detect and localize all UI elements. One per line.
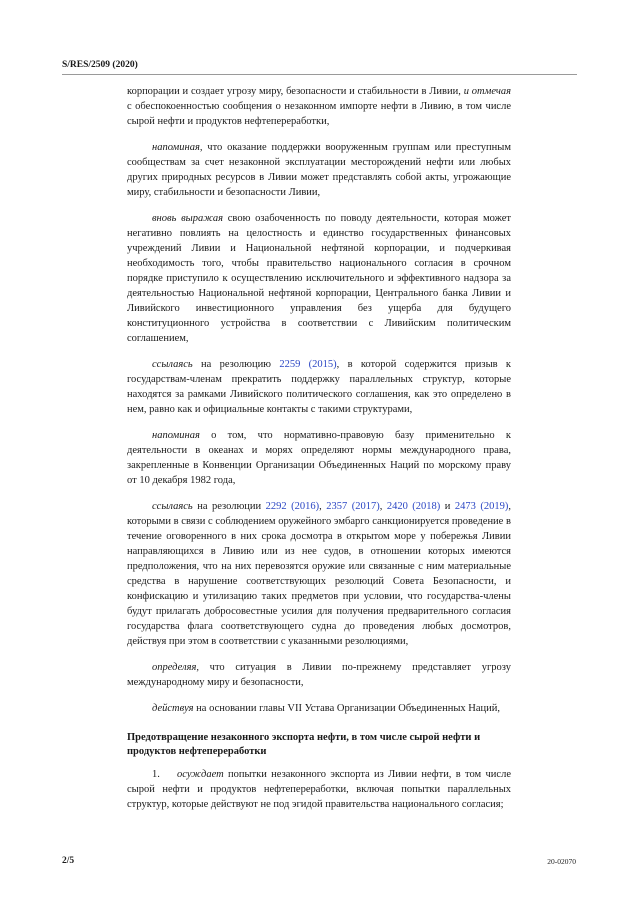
text: корпорации и создает угрозу миру, безопасности и стабильности в Ливии, xyxy=(127,86,464,97)
preamble-paragraph xyxy=(127,140,511,200)
separator: и xyxy=(440,501,455,512)
preamble-paragraph xyxy=(127,499,511,649)
text: свою озабоченность по поводу деятельности, которая может негативно повлиять на целостность и единство государственных финансовых учреждений Ливии и Национальной нефтяной корпорации, и подчеркивая необходимость того, чтобы правительство национального согласия в срочном порядке приступило к осуществлению исключительного и эффективного надзора за деятельностью Национальной нефтяной корпорации, Центрального банка Ливии и Ливийского инвестиционного управления без ущерба для будущего конституционного устройства в соответствии с Ливийским политическим соглашением, xyxy=(127,213,512,344)
header-divider xyxy=(62,74,577,75)
italic-phrase: ссылаясь xyxy=(152,501,193,512)
resolution-link[interactable]: 2420 (2018) xyxy=(386,501,441,512)
italic-phrase: ссылаясь xyxy=(152,359,193,370)
italic-phrase: напоминая xyxy=(152,430,200,441)
document-body xyxy=(127,84,511,823)
resolution-link[interactable]: 2259 (2015) xyxy=(279,359,337,370)
italic-phrase: действуя xyxy=(152,703,194,714)
italic-phrase: вновь выражая xyxy=(152,213,224,224)
page-number: 2/5 xyxy=(62,856,75,866)
section-heading: Предотвращение незаконного экспорта нефти, в том числе сырой нефти и продуктов нефтепереработки xyxy=(127,732,481,757)
preamble-paragraph xyxy=(127,357,511,417)
italic-phrase: напоминая, xyxy=(152,142,203,153)
text: на резолюции xyxy=(192,501,266,512)
italic-phrase: и отмечая xyxy=(463,86,512,97)
preamble-paragraph xyxy=(127,701,511,716)
document-number: 20-02070 xyxy=(547,857,576,866)
preamble-paragraph xyxy=(127,428,511,488)
operative-paragraph xyxy=(127,767,511,812)
text: попытки незаконного экспорта из Ливии нефти, в том числе сырой нефти и продуктов нефтепереработки, включая попытки параллельных структур, которые действуют не под эгидой правительства национального согласия; xyxy=(127,769,511,810)
text: с обеспокоенностью сообщения о незаконном импорте нефти в Ливию, в том числе сырой нефти и продуктов нефтепереработки, xyxy=(127,101,511,127)
italic-phrase: осуждает xyxy=(177,769,224,780)
italic-phrase: определяя, xyxy=(152,662,199,673)
separator: , xyxy=(319,501,327,512)
text: на основании главы VII Устава Организации Объединенных Наций, xyxy=(193,703,500,714)
paragraph-number: 1. xyxy=(152,769,160,780)
separator: , xyxy=(379,501,387,512)
document-symbol: S/RES/2509 (2020) xyxy=(62,60,138,70)
text: о том, что нормативно-правовую базу применительно к деятельности в океанах и морях определяют нормы международного права, закрепленные в Конвенции Организации Объединенных Наций по морскому праву от 10 декабря 1982 года, xyxy=(127,430,511,486)
preamble-paragraph-continued xyxy=(127,84,511,129)
preamble-paragraph xyxy=(127,660,511,690)
resolution-link[interactable]: 2292 (2016) xyxy=(265,501,320,512)
text: что оказание поддержки вооруженным группам или преступным сообществам за счет незаконной эксплуатации месторождений нефти или любых других природных ресурсов в Ливии может представлять собой акты, угрожающие миру, стабильности и безопасности Ливии, xyxy=(127,142,511,198)
resolution-link[interactable]: 2357 (2017) xyxy=(326,501,380,512)
text: что ситуация в Ливии по-прежнему представляет угрозу международному миру и безопасности, xyxy=(127,662,511,688)
resolution-link[interactable]: 2473 (2019) xyxy=(454,501,509,512)
text: , в которой содержится призыв к государствам-членам прекратить поддержку параллельных структур, которые находятся за рамками Ливийского политического соглашения, как это определено в нем, равно как и официальные контакты с такими структурами, xyxy=(127,359,511,415)
text: на резолюцию xyxy=(192,359,280,370)
preamble-paragraph xyxy=(127,211,511,346)
text: , которыми в связи с соблюдением оружейного эмбарго санкционируется проведение в течение оговоренного в них срока досмотра в открытом море у побережья Ливии направляющихся в Ливию или из нее судов, в отношении которых имеются предположения, что на них перевозятся оружие или связанные с ним материальные средства в нарушение соответствующих резолюций Совета Безопасности, и конфискацию и утилизацию таких предметов при условии, что государства-члены будут прилагать добросовестные усилия для получения предварительного согласия государства флага соответствующего судна до проведения любых досмотров, действуя при этом в соответствии с указанными резолюциями, xyxy=(127,501,511,647)
